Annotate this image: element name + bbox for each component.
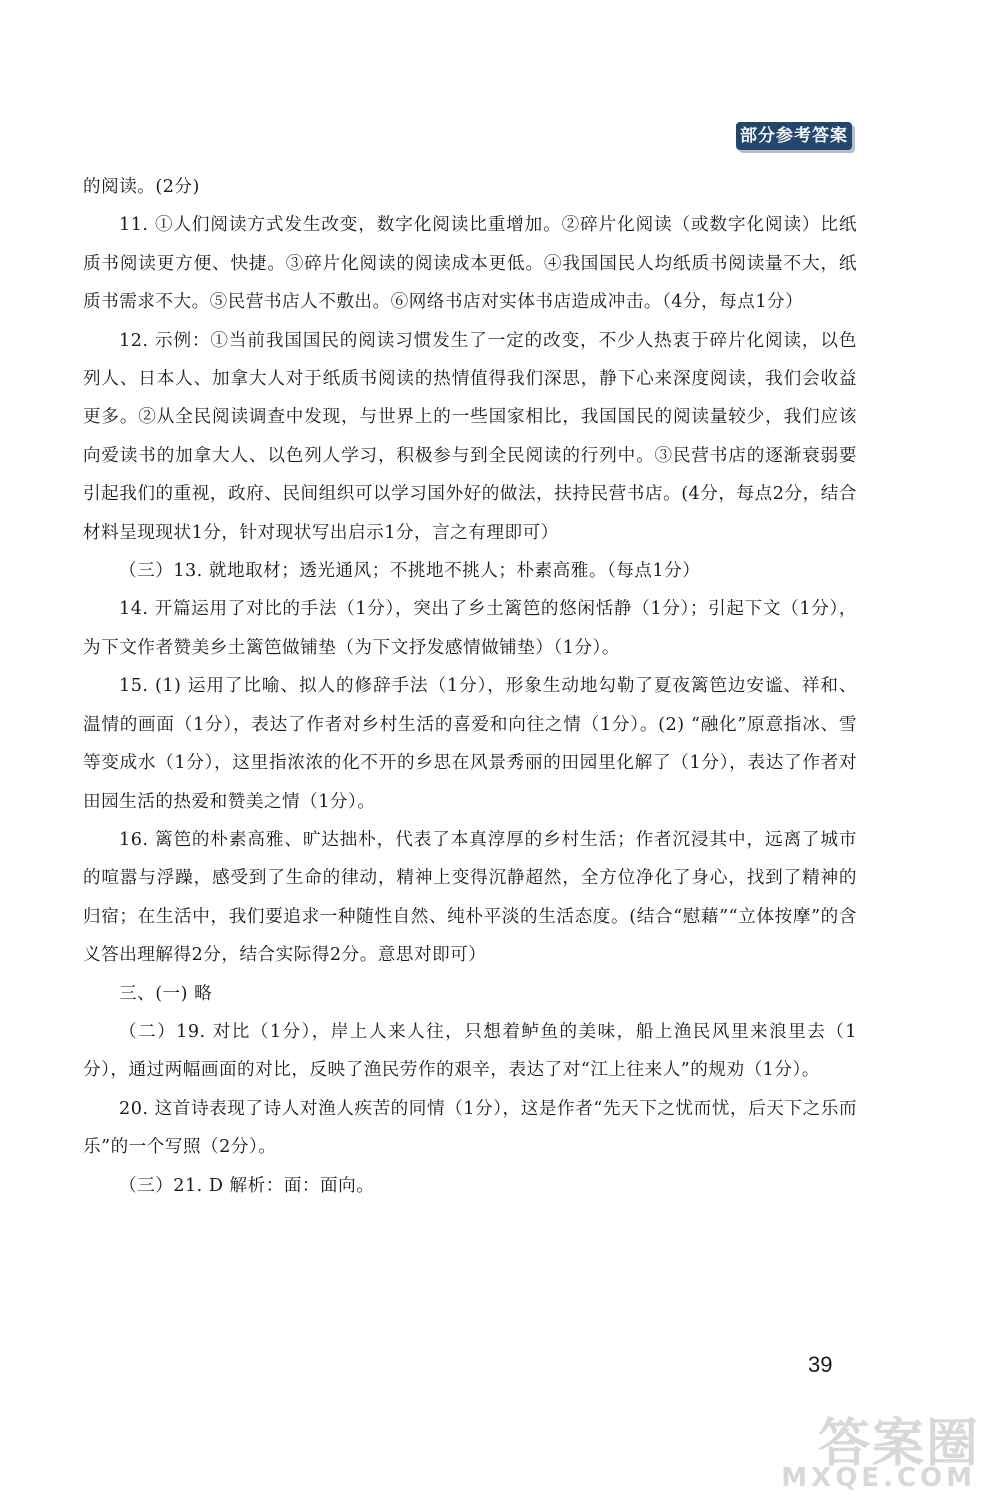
section-badge: 部分参考答案 bbox=[736, 122, 852, 150]
answer-paragraph: （三）13. 就地取材；透光通风；不挑地不挑人；朴素高雅。（每点1分） bbox=[119, 561, 701, 582]
page-number: 39 bbox=[808, 1352, 833, 1377]
answer-paragraph: 20. 这首诗表现了诗人对渔人疾苦的同情（1分），这是作者“先天下之忧而忧，后天下之乐而乐”的一个写照（2分）。 bbox=[83, 1098, 857, 1158]
watermark-logo bbox=[781, 1401, 986, 1501]
answer-paragraph: 15. (1) 运用了比喻、拟人的修辞手法（1分），形象生动地勾勒了夏夜篱笆边安谧、祥和、温情的画面（1分），表达了作者对乡村生活的喜爱和向往之情（1分）。(2) “融化”原意指冰、雪等变成水（1分），这里指浓浓的化不开的乡思在风景秀丽的田园里化解了（1分），表达了作者对田园生活的热爱和赞美之情（1分）。 bbox=[83, 676, 857, 812]
answer-paragraph: 的阅读。(2分) bbox=[83, 177, 200, 197]
answer-paragraph: 14. 开篇运用了对比的手法（1分），突出了乡土篱笆的悠闲恬静（1分）；引起下文（1分），为下文作者赞美乡土篱笆做铺垫（为下文抒发感情做铺垫）（1分）。 bbox=[83, 599, 857, 658]
watermark-main: 答案圈 bbox=[817, 1414, 980, 1474]
answer-paragraph: 11. ①人们阅读方式发生改变，数字化阅读比重增加。②碎片化阅读（或数字化阅读）比纸质书阅读更方便、快捷。③碎片化阅读的阅读成本更低。④我国国民人均纸质书阅读量不大，纸质书需求不大。⑤民营书店人不敷出。⑥网络书店对实体书店造成冲击。（4分，每点1分） bbox=[83, 215, 857, 313]
answer-paragraph: （二）19. 对比（1分），岸上人来人往，只想着鲈鱼的美味，船上渔民风里来浪里去（1分），通过两幅画面的对比，反映了渔民劳作的艰辛，表达了对“江上往来人”的规劝（1分）。 bbox=[83, 1021, 857, 1081]
answer-content bbox=[83, 168, 857, 1205]
answer-paragraph: 三、(一) 略 bbox=[119, 983, 213, 1004]
watermark-sub: MXQE.COM bbox=[781, 1463, 976, 1493]
answer-paragraph: 12. 示例：①当前我国国民的阅读习惯发生了一定的改变，不少人热衷于碎片化阅读，以色列人、日本人、加拿大人对于纸质书阅读的热情值得我们深思，静下心来深度阅读，我们会收益更多。②从全民阅读调查中发现，与世界上的一些国家相比，我国国民的阅读量较少，我们应该向爱读书的加拿大人、以色列人学习，积极参与到全民阅读的行列中。③民营书店的逐渐衰弱要引起我们的重视，政府、民间组织可以学习国外好的做法，扶持民营书店。(4分，每点2分，结合材料呈现现状1分，针对现状写出启示1分，言之有理即可） bbox=[83, 330, 857, 543]
answer-paragraph: 16. 篱笆的朴素高雅、旷达拙朴，代表了本真淳厚的乡村生活；作者沉浸其中，远离了城市的喧嚣与浮躁，感受到了生命的律动，精神上变得沉静超然，全方位净化了身心，找到了精神的归宿；在生活中，我们要追求一种随性自然、纯朴平淡的生活态度。(结合“慰藉”“立体按摩”的含义答出理解得2分，结合实际得2分。意思对即可） bbox=[83, 829, 857, 966]
answer-paragraph: （三）21. D 解析：面：面向。 bbox=[119, 1175, 375, 1196]
